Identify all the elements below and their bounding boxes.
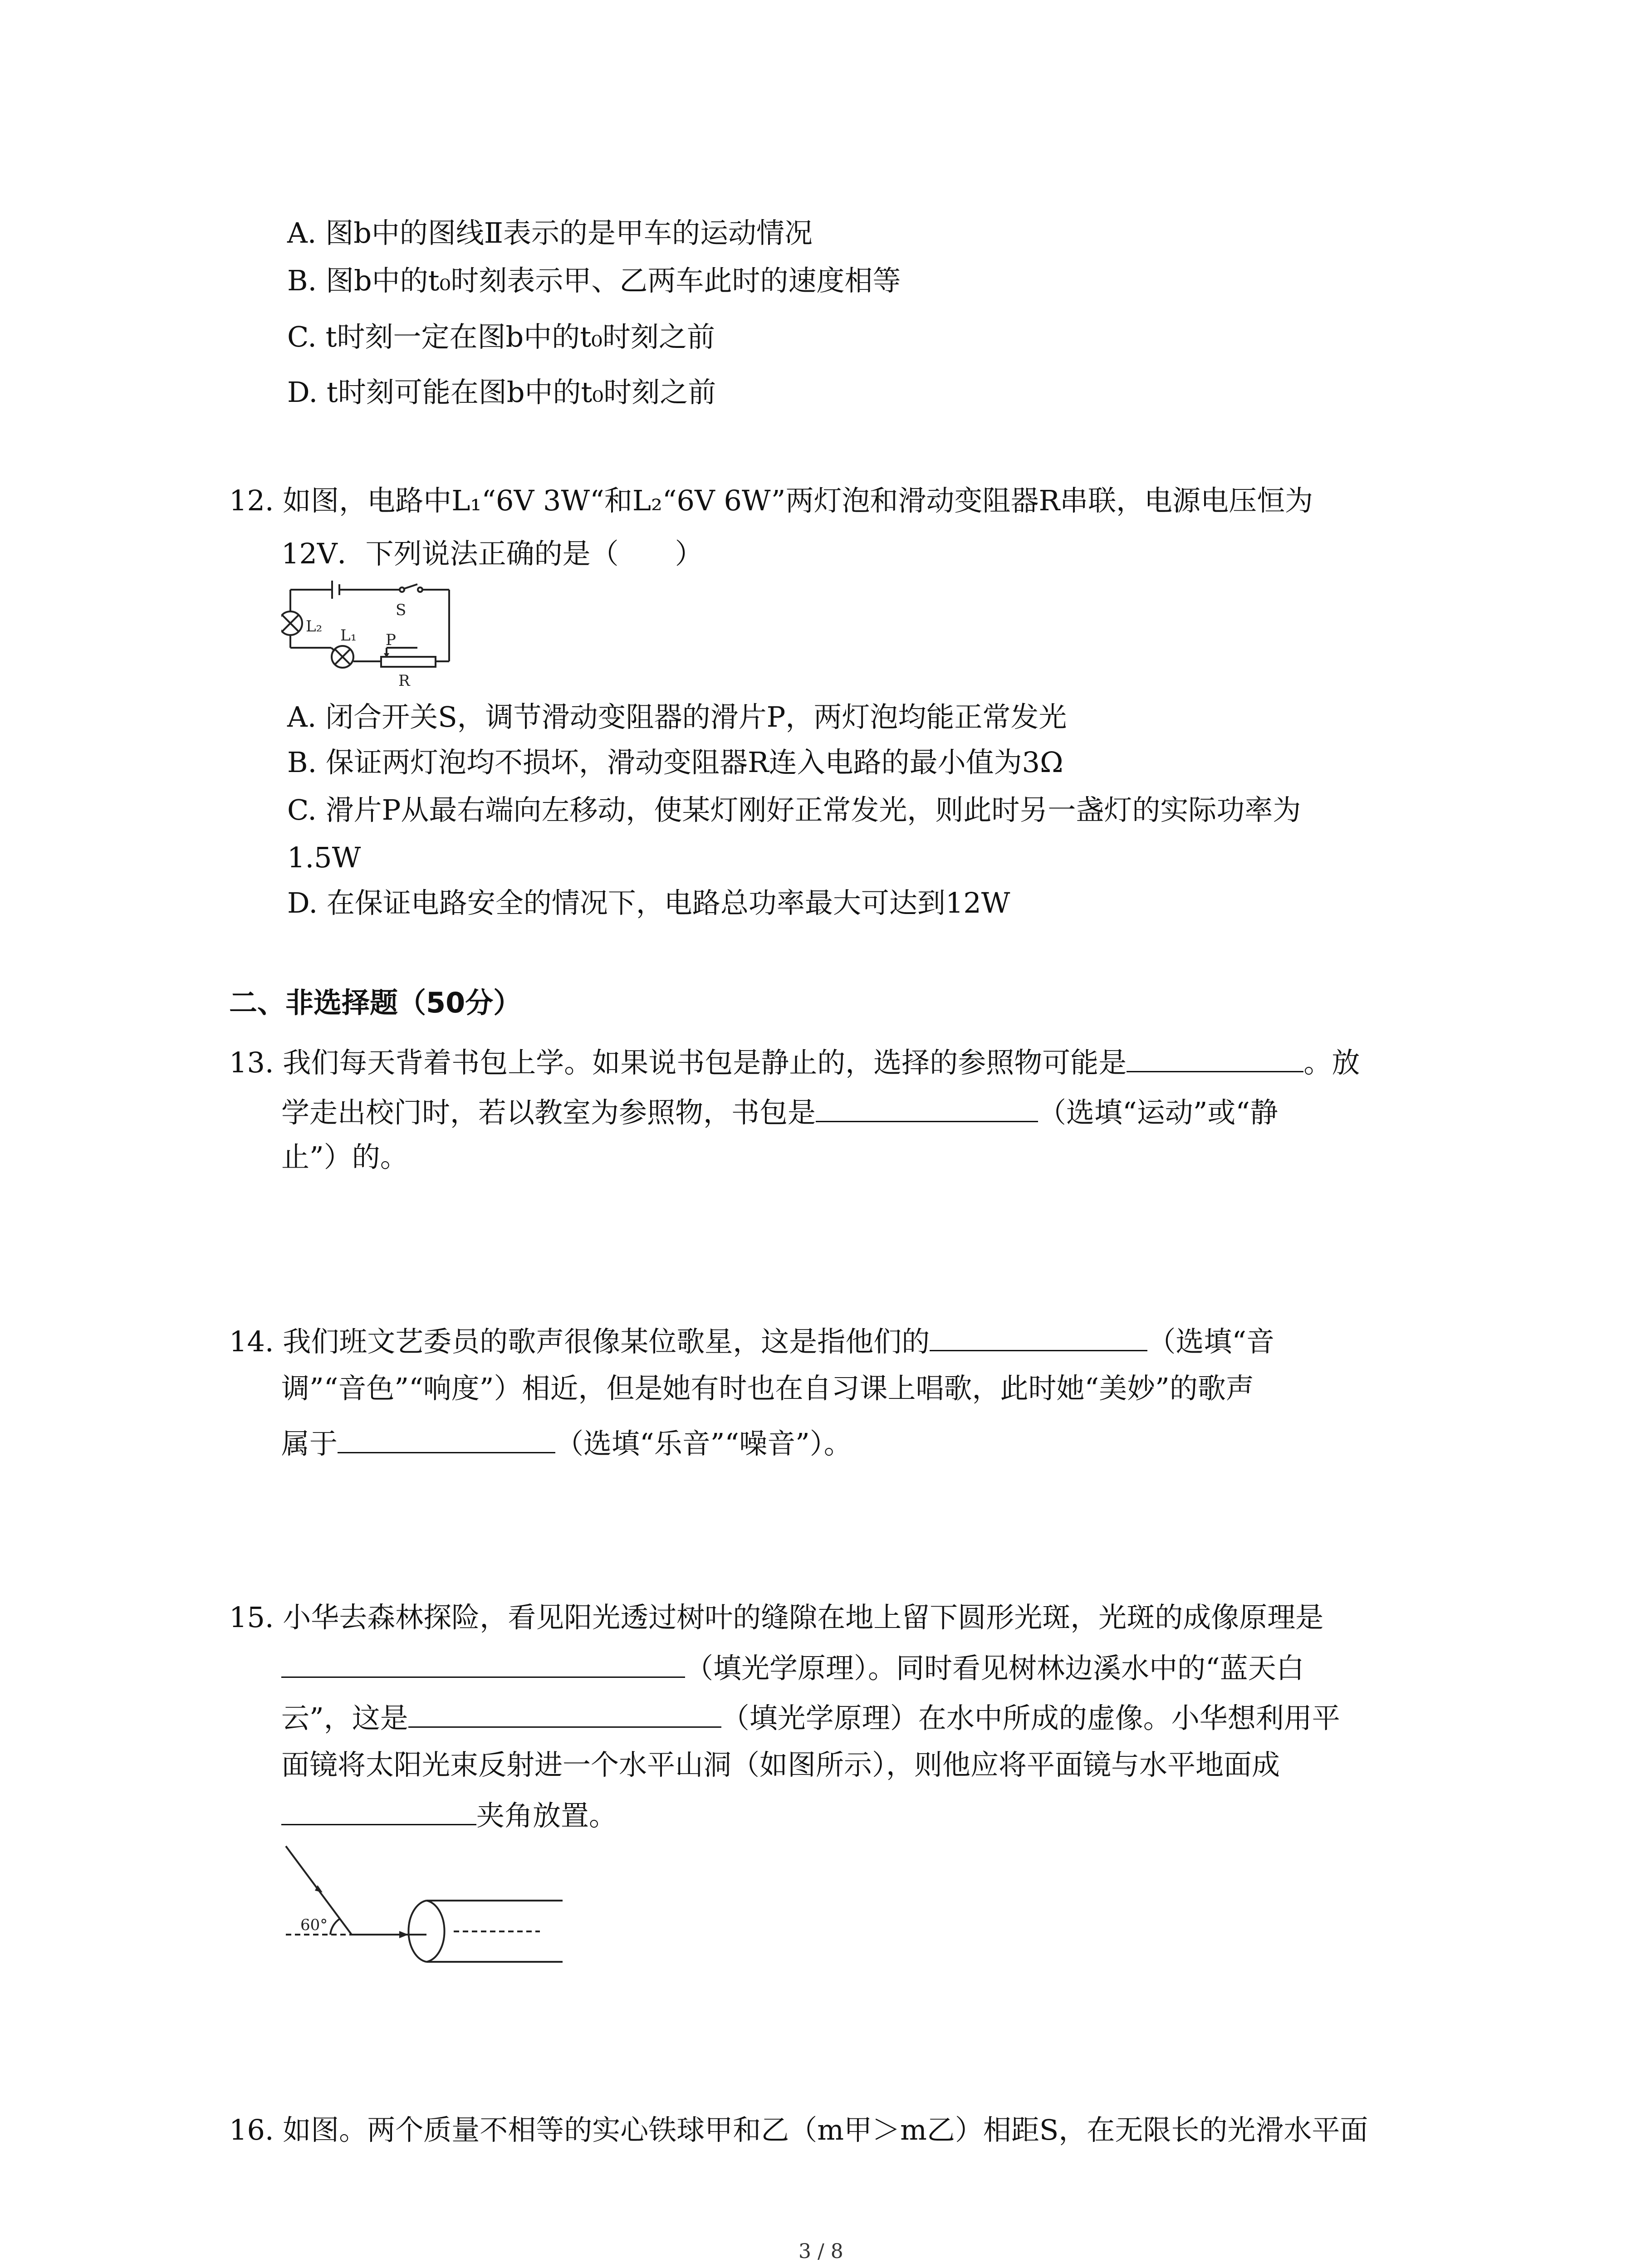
q15-text-2b: （填光学原理）。同时看见树林边溪水中的“蓝天白	[685, 1652, 1304, 1685]
q14-answer-blank-2[interactable]	[338, 1427, 555, 1453]
q13-text-2a: 学走出校门时，若以教室为参照物，书包是	[281, 1096, 816, 1129]
rheostat-r-label: R	[398, 672, 410, 689]
q12-option-b: B. 保证两灯泡均不损坏，滑动变阻器R连入电路的最小值为3Ω	[287, 746, 1063, 779]
q12-stem-line2: 12V．下列说法正确的是（ ）	[281, 537, 703, 570]
q11-option-a: A. 图b中的图线Ⅱ表示的是甲车的运动情况	[287, 216, 813, 249]
page-number: 3 / 8	[798, 2240, 843, 2263]
switch-label: S	[396, 601, 407, 619]
q14-text-3b: （选填“乐音”“噪音”）。	[555, 1427, 852, 1460]
q14-text-1b: （选填“音	[1147, 1325, 1275, 1358]
q14-line3	[281, 1427, 852, 1458]
q13-line1	[229, 1046, 1360, 1077]
q15-text-3b: （填光学原理）在水中所成的虚像。小华想利用平	[721, 1701, 1340, 1735]
q12-option-c-line1: C. 滑片P从最右端向左移动，使某灯刚好正常发光，则此时另一盏灯的实际功率为	[287, 793, 1301, 826]
q14-line2: 调”“音色”“响度”）相近，但是她有时也在自习课上唱歌，此时她“美妙”的歌声	[281, 1372, 1254, 1405]
q13-answer-blank-1[interactable]	[1127, 1046, 1303, 1072]
q15-answer-blank-2[interactable]	[408, 1701, 721, 1728]
q12-stem-line1: 12. 如图，电路中L₁“6V 3W“和L₂“6V 6W”两灯泡和滑动变阻器R串联，电源电压恒为	[229, 484, 1313, 517]
q12-option-d: D. 在保证电路安全的情况下，电路总功率最大可达到12W	[287, 886, 1010, 919]
q15-line2	[281, 1651, 1304, 1685]
q13-text-1a: 13. 我们每天背着书包上学。如果说书包是静止的，选择的参照物可能是	[229, 1046, 1127, 1079]
q15-text-5b: 夹角放置。	[476, 1799, 617, 1832]
q12-option-a: A. 闭合开关S，调节滑动变阻器的滑片P，两灯泡均能正常发光	[287, 700, 1067, 733]
q11-option-c: C. t时刻一定在图b中的t₀时刻之前	[287, 320, 715, 353]
q15-line3	[281, 1701, 1340, 1735]
q13-answer-blank-2[interactable]	[816, 1095, 1038, 1122]
q14-text-3a: 属于	[281, 1427, 338, 1460]
q11-option-d: D. t时刻可能在图b中的t₀时刻之前	[287, 376, 716, 409]
mirror-cave-diagram	[277, 1842, 572, 1969]
lamp-l2-label: L₂	[306, 617, 323, 635]
q15-line4: 面镜将太阳光束反射进一个水平山洞（如图所示），则他应将平面镜与水平地面成	[281, 1748, 1280, 1781]
q13-line2	[281, 1095, 1278, 1127]
q14-answer-blank-1[interactable]	[930, 1325, 1147, 1351]
q13-text-2b: （选填“运动”或“静	[1038, 1096, 1279, 1129]
lamp-l1-label: L₁	[340, 626, 357, 645]
section-heading: 二、非选择题（50分）	[229, 986, 522, 1019]
q15-answer-blank-3[interactable]	[281, 1799, 476, 1825]
q15-text-3a: 云”，这是	[281, 1701, 408, 1735]
circuit-diagram	[281, 581, 463, 689]
slider-p-label: P	[386, 631, 396, 649]
q14-text-1a: 14. 我们班文艺委员的歌声很像某位歌星，这是指他们的	[229, 1325, 930, 1358]
q13-line3: 止”）的。	[281, 1140, 408, 1173]
q15-line1: 15. 小华去森林探险，看见阳光透过树叶的缝隙在地上留下圆形光斑，光斑的成像原理是	[229, 1601, 1324, 1634]
q13-text-1b: 。放	[1303, 1046, 1360, 1079]
q11-option-b: B. 图b中的t₀时刻表示甲、乙两车此时的速度相等	[287, 264, 901, 297]
q16-line1: 16. 如图。两个质量不相等的实心铁球甲和乙（m甲＞m乙）相距S，在无限长的光滑水平面	[229, 2113, 1368, 2146]
q12-option-c-line2: 1.5W	[287, 841, 361, 874]
q15-line5	[281, 1799, 617, 1830]
angle-label: 60°	[300, 1916, 328, 1934]
q15-answer-blank-1[interactable]	[281, 1651, 685, 1678]
q14-line1	[229, 1325, 1274, 1356]
